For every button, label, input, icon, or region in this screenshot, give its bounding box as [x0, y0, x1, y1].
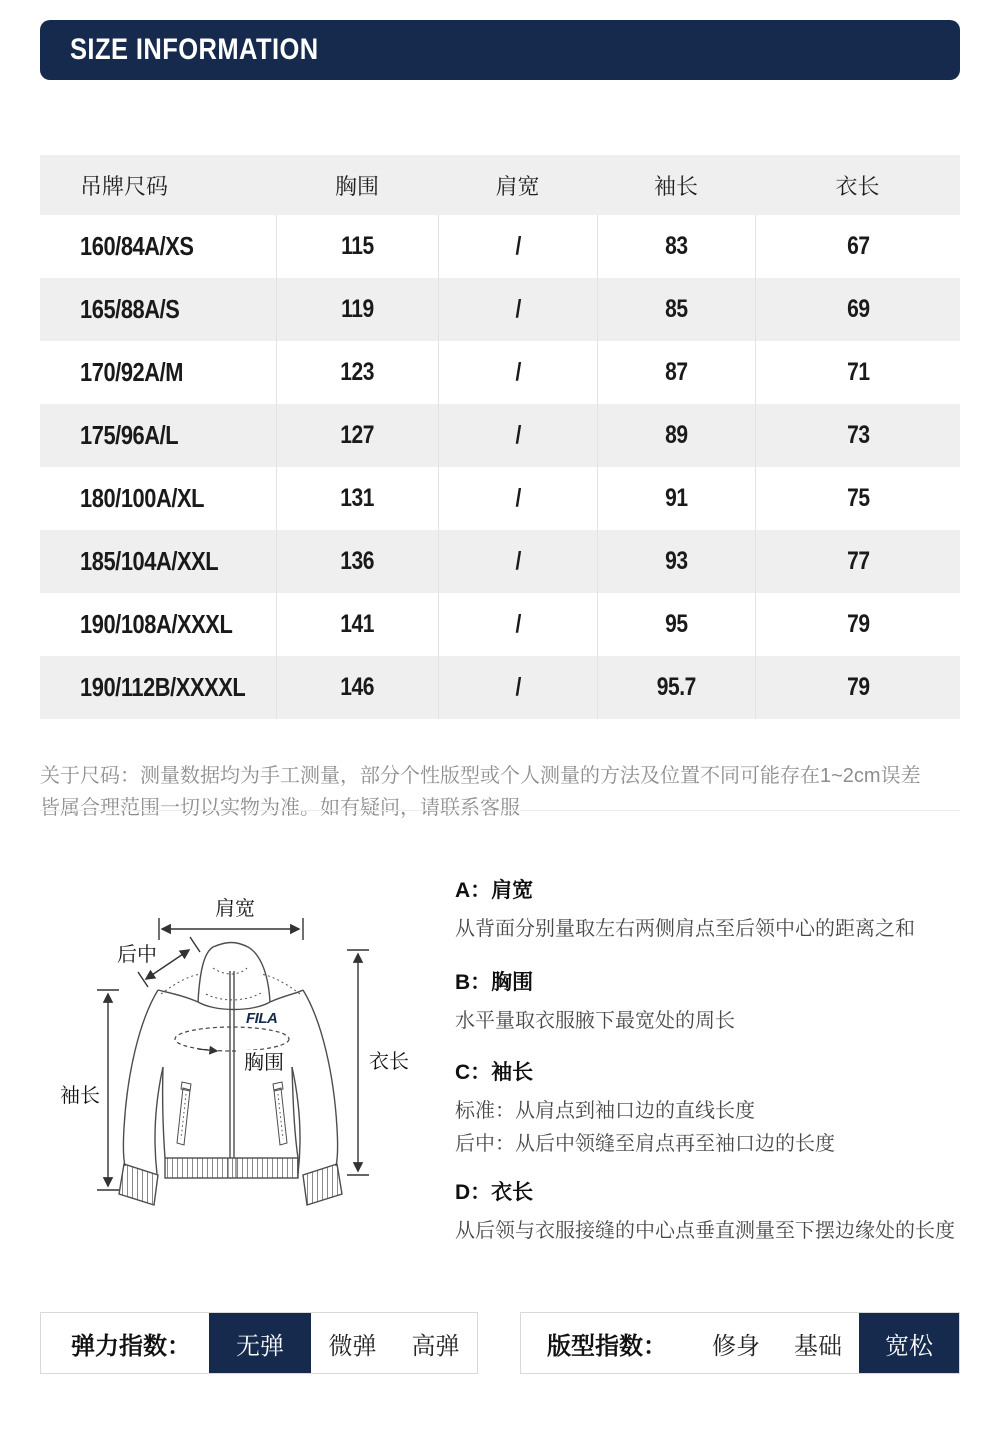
value-cell	[597, 467, 755, 530]
value-cell	[597, 278, 755, 341]
guide-length	[455, 1176, 965, 1248]
sleeve-value: 83	[665, 232, 688, 260]
section-title: SIZE INFORMATION	[70, 33, 319, 66]
elasticity-label: 弹力指数：	[71, 1332, 191, 1360]
shoulder-value: /	[515, 295, 521, 323]
chest-value: 115	[341, 232, 374, 260]
size-cell	[40, 593, 276, 656]
table-row	[40, 341, 960, 404]
guide-shoulder	[455, 874, 965, 946]
column-header-label: 胸围	[334, 173, 379, 199]
value-cell	[276, 278, 438, 341]
garment-length-label: 衣长	[369, 1051, 409, 1073]
value-cell	[755, 341, 960, 404]
size-label: 190/108A/XXXL	[80, 609, 233, 639]
column-header	[755, 155, 960, 215]
value-cell	[438, 467, 597, 530]
shoulder-value: /	[515, 232, 521, 260]
fit-option-regular: 基础	[794, 1332, 842, 1360]
back-center-label: 后中	[117, 944, 157, 966]
size-note-line2: 皆属合理范围一切以实物为准。如有疑问，请联系客服	[40, 797, 520, 819]
table-row	[40, 593, 960, 656]
elasticity-option-slight: 微弹	[328, 1332, 377, 1360]
value-cell	[438, 530, 597, 593]
chest-value: 131	[340, 484, 375, 512]
chest-value: 123	[340, 358, 375, 386]
column-header-label: 衣长	[835, 173, 880, 199]
jacket-outline	[119, 943, 342, 1206]
guide-title: D：衣长	[455, 1181, 534, 1204]
size-cell	[40, 278, 276, 341]
sleeve-length-arrow	[97, 990, 119, 1190]
value-cell	[597, 215, 755, 278]
value-cell	[755, 404, 960, 467]
sleeve-value: 87	[665, 358, 688, 386]
elasticity-option-none: 无弹	[209, 1313, 311, 1373]
length-value: 67	[846, 232, 870, 260]
table-header-row	[40, 155, 960, 215]
chest-girth-label: 胸围	[244, 1052, 284, 1074]
size-cell	[40, 656, 276, 719]
size-note-line1: 关于尺码：测量数据均为手工测量，部分个性版型或个人测量的方法及位置不同可能存在1~2cm误差	[40, 765, 921, 787]
size-label: 160/84A/XS	[80, 231, 194, 261]
value-cell	[597, 404, 755, 467]
chest-value: 119	[341, 295, 374, 323]
length-value: 73	[846, 421, 870, 449]
length-value: 69	[846, 295, 870, 323]
value-cell	[755, 467, 960, 530]
elasticity-options	[311, 1313, 477, 1373]
table-row	[40, 467, 960, 530]
value-cell	[755, 530, 960, 593]
guide-desc: 从背面分别量取左右两侧肩点至后领中心的距离之和	[455, 918, 915, 940]
table-row	[40, 404, 960, 467]
shoulder-value: /	[515, 358, 521, 386]
value-cell	[597, 593, 755, 656]
fit-label: 版型指数：	[547, 1332, 667, 1360]
value-cell	[276, 530, 438, 593]
fit-option-slim: 修身	[712, 1332, 760, 1360]
value-cell	[755, 215, 960, 278]
size-cell	[40, 215, 276, 278]
column-header	[438, 155, 597, 215]
size-label: 185/104A/XXL	[80, 546, 219, 576]
value-cell	[597, 656, 755, 719]
value-cell	[438, 341, 597, 404]
guide-title: B：胸围	[455, 971, 534, 994]
table-row	[40, 215, 960, 278]
value-cell	[597, 341, 755, 404]
value-cell	[438, 404, 597, 467]
fit-options	[695, 1313, 859, 1373]
jacket-measure-diagram	[40, 875, 440, 1250]
shoulder-value: /	[515, 673, 521, 701]
shoulder-value: /	[515, 610, 521, 638]
guide-desc: 从后领与衣服接缝的中心点垂直测量至下摆边缘处的长度	[455, 1220, 955, 1242]
value-cell	[755, 278, 960, 341]
column-header-label: 袖长	[653, 173, 698, 199]
size-cell	[40, 467, 276, 530]
garment-length-arrow	[347, 950, 369, 1175]
guide-title: A：肩宽	[455, 879, 534, 902]
value-cell	[276, 404, 438, 467]
sleeve-value: 91	[665, 484, 688, 512]
sleeve-value: 95.7	[656, 673, 697, 701]
chest-girth-ellipse	[175, 1027, 289, 1051]
chest-value: 127	[340, 421, 375, 449]
section-divider	[40, 810, 960, 811]
value-cell	[438, 215, 597, 278]
guide-chest	[455, 966, 965, 1038]
fit-index	[520, 1312, 960, 1374]
table-row	[40, 530, 960, 593]
value-cell	[755, 593, 960, 656]
size-label: 190/112B/XXXXL	[80, 672, 246, 702]
column-header	[276, 155, 438, 215]
sleeve-value: 93	[665, 547, 688, 575]
column-header-label: 肩宽	[495, 173, 540, 199]
shoulder-width-label: 肩宽	[215, 898, 255, 920]
column-header	[40, 155, 276, 215]
brand-logo: FILA	[246, 1010, 278, 1027]
length-value: 75	[846, 484, 870, 512]
length-value: 79	[846, 610, 870, 638]
sleeve-value: 89	[665, 421, 688, 449]
shoulder-value: /	[515, 547, 521, 575]
value-cell	[276, 467, 438, 530]
size-cell	[40, 530, 276, 593]
size-label: 180/100A/XL	[80, 483, 205, 513]
chest-value: 136	[340, 547, 375, 575]
length-value: 71	[846, 358, 870, 386]
sleeve-value: 85	[665, 295, 688, 323]
guide-desc: 水平量取衣服腋下最宽处的周长	[455, 1010, 735, 1032]
column-header	[597, 155, 755, 215]
guide-title: C：袖长	[455, 1061, 534, 1084]
chest-value: 141	[340, 610, 375, 638]
length-value: 79	[846, 673, 870, 701]
value-cell	[276, 341, 438, 404]
chest-value: 146	[340, 673, 375, 701]
guide-sleeve	[455, 1056, 965, 1161]
size-label: 165/88A/S	[80, 294, 180, 324]
value-cell	[276, 593, 438, 656]
column-header-label: 吊牌尺码	[80, 173, 169, 199]
shoulder-width-arrow	[159, 918, 303, 940]
table-row	[40, 278, 960, 341]
table-row	[40, 656, 960, 719]
size-cell	[40, 341, 276, 404]
size-note	[40, 760, 960, 824]
value-cell	[755, 656, 960, 719]
shoulder-value: /	[515, 421, 521, 449]
value-cell	[276, 656, 438, 719]
size-label: 170/92A/M	[80, 357, 184, 387]
size-cell	[40, 404, 276, 467]
length-value: 77	[846, 547, 870, 575]
section-header	[40, 20, 960, 80]
sleeve-value: 95	[665, 610, 688, 638]
elasticity-index	[40, 1312, 478, 1374]
guide-desc: 后中：从后中领缝至肩点再至袖口边的长度	[455, 1133, 835, 1155]
shoulder-value: /	[515, 484, 521, 512]
guide-desc: 标准：从肩点到袖口边的直线长度	[455, 1100, 755, 1122]
size-table	[40, 155, 960, 719]
value-cell	[438, 593, 597, 656]
value-cell	[597, 530, 755, 593]
size-label: 175/96A/L	[80, 420, 179, 450]
value-cell	[438, 656, 597, 719]
elasticity-option-high: 高弹	[411, 1332, 460, 1360]
value-cell	[438, 278, 597, 341]
sleeve-length-label: 袖长	[60, 1085, 100, 1107]
value-cell	[276, 215, 438, 278]
fit-option-loose: 宽松	[859, 1313, 959, 1373]
